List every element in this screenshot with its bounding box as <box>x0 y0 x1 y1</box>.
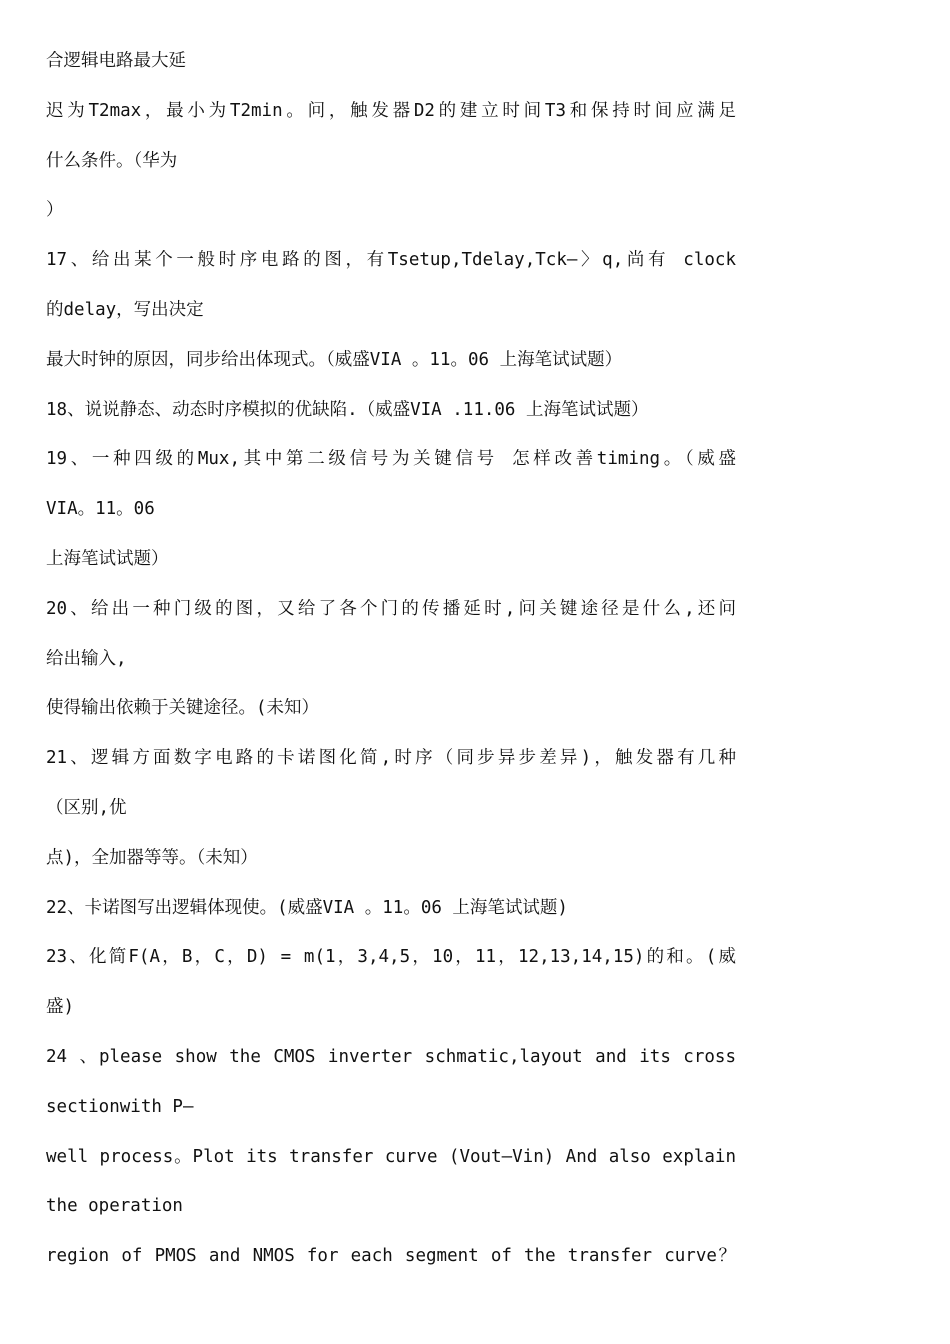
text-line: 给出输入, <box>46 648 127 669</box>
text-line: region of PMOS and NMOS for each segment of the transfer curve？ <box>46 1246 736 1267</box>
text-line: 24 、please show the CMOS inverter schmatic,layout and its cross <box>46 1046 736 1067</box>
text-line: 22、卡诺图写出逻辑体现使。(威盛VIA 。11。06 上海笔试试题) <box>46 897 568 918</box>
text-line: 什么条件。（华为 <box>46 150 178 171</box>
text-line: 上海笔试试题） <box>46 548 169 569</box>
text-line: 19、一种四级的Mux,其中第二级信号为关键信号 怎样改善timing。（威盛 <box>46 449 736 470</box>
text-line: 合逻辑电路最大延 <box>46 51 186 71</box>
text-line: 使得输出依赖于关键途径。(未知） <box>46 698 320 719</box>
document-page <box>46 37 736 1282</box>
text-line: 最大时钟的原因，同步给出体现式。（威盛VIA 。11。06 上海笔试试题） <box>46 349 623 370</box>
text-line: 的delay，写出决定 <box>46 299 204 320</box>
text-line: ） <box>46 200 64 221</box>
text-line: 迟为T2max，最小为T2min。问，触发器D2的建立时间T3和保持时间应满足 <box>46 100 736 121</box>
text-line: 17、给出某个一般时序电路的图，有Tsetup,Tdelay,Tck—〉q,尚有 clock <box>46 250 736 271</box>
text-line: the operation <box>46 1196 183 1217</box>
text-line: 18、说说静态、动态时序模拟的优缺陷.（威盛VIA .11.06 上海笔试试题） <box>46 399 649 420</box>
text-line: sectionwith P— <box>46 1096 194 1117</box>
text-line: VIA。11。06 <box>46 499 155 520</box>
text-line: 20、给出一种门级的图，又给了各个门的传播延时,问关键途径是什么,还问 <box>46 598 736 619</box>
text-line: 23、化简F(A，B，C，D) = m(1，3,4,5，10，11，12,13,14,15)的和。(威 <box>46 947 736 968</box>
text-line: （区别,优 <box>46 797 127 818</box>
text-line: 点)，全加器等等。（未知） <box>46 847 258 868</box>
text-line: 21、逻辑方面数字电路的卡诺图化简,时序（同步异步差异)，触发器有几种 <box>46 748 736 769</box>
text-line: 盛) <box>46 997 75 1018</box>
text-line: well process。Plot its transfer curve (Vout—Vin) And also explain <box>46 1146 736 1167</box>
